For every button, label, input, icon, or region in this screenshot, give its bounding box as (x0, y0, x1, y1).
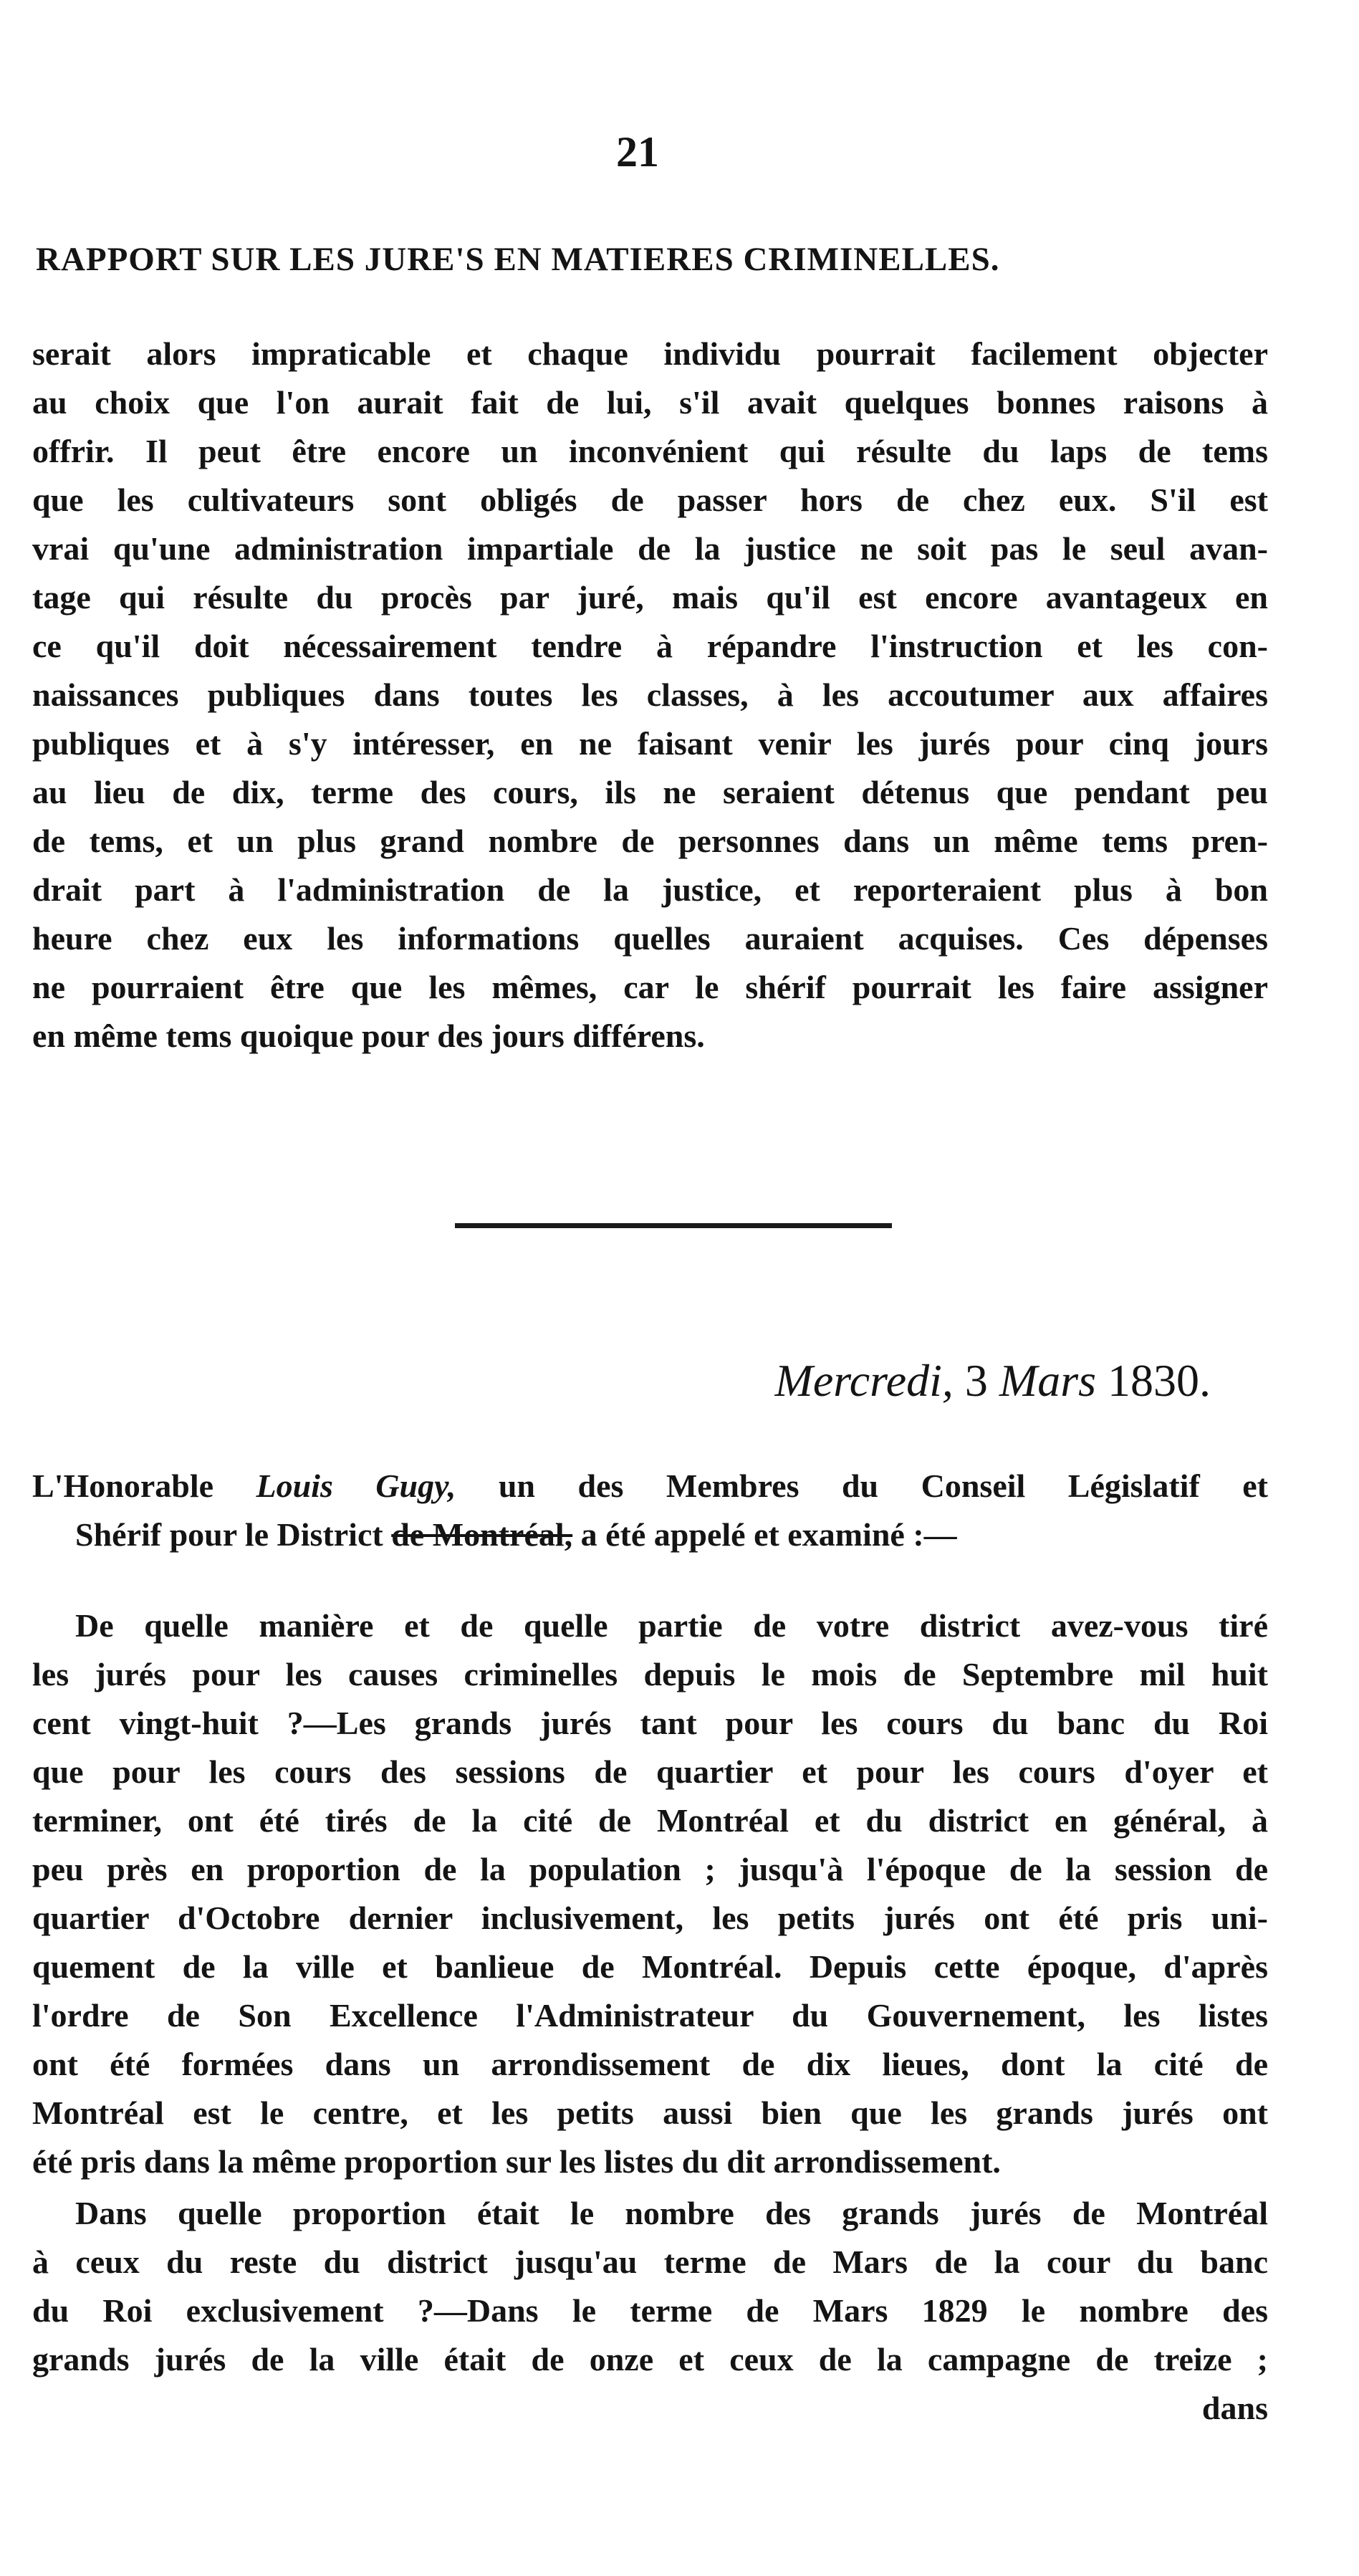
intro-prefix: L'Honorable (32, 1467, 256, 1504)
witness-name: Louis Gugy, (256, 1467, 456, 1504)
text-line: drait part à l'administration de la justice, et reporteraient plus à bon (32, 871, 1268, 908)
text-line: que les cultivateurs sont obligés de passer hors de chez eux. S'il est (32, 482, 1268, 518)
section-divider (455, 1223, 892, 1228)
text-line (32, 1462, 1268, 1510)
witness-introduction (32, 1462, 1268, 1559)
text-line: de tems, et un plus grand nombre de personnes dans un même tems pren- (32, 823, 1268, 859)
text-line: quement de la ville et banlieue de Montréal. Depuis cette époque, d'après (32, 1948, 1268, 1985)
text-line: ne pourraient être que les mêmes, car le shérif pourrait les faire assigner (32, 969, 1268, 1005)
text-line: serait alors impraticable et chaque individu pourrait facilement objecter (32, 335, 1268, 372)
text-line: peu près en proportion de la population ; jusqu'à l'époque de la session de (32, 1851, 1268, 1887)
intro-suffix: un des Membres du Conseil Législatif et (456, 1467, 1268, 1504)
text-line: heure chez eux les informations quelles auraient acquises. Ces dépenses (32, 920, 1268, 957)
session-date (0, 1354, 1211, 1407)
date-weekday: Mercredi, (774, 1355, 954, 1406)
text-line: ont été formées dans un arrondissement de dix lieues, dont la cité de (32, 2046, 1268, 2082)
text-line: Montréal est le centre, et les petits aussi bien que les grands jurés ont (32, 2094, 1268, 2131)
text-line: naissances publiques dans toutes les classes, à les accoutumer aux affaires (32, 676, 1268, 713)
intro-prefix: Shérif pour le District (75, 1516, 392, 1553)
text-line: ce qu'il doit nécessairement tendre à répandre l'instruction et les con- (32, 628, 1268, 664)
text-line: à ceux du reste du district jusqu'au terme de Mars de la cour du banc (32, 2244, 1268, 2280)
text-line: terminer, ont été tirés de la cité de Montréal et du district en général, à (32, 1802, 1268, 1839)
text-line: cent vingt-huit ?—Les grands jurés tant pour les cours du banc du Roi (32, 1705, 1268, 1741)
text-line: au choix que l'on aurait fait de lui, s'il avait quelques bonnes raisons à (32, 384, 1268, 421)
text-line: les jurés pour les causes criminelles depuis le mois de Septembre mil huit (32, 1656, 1268, 1692)
intro-suffix: a été appelé et examiné :— (572, 1516, 957, 1553)
text-line: publiques et à s'y intéresser, en ne faisant venir les jurés pour cinq jours (32, 725, 1268, 762)
date-day: 3 (964, 1355, 988, 1406)
date-month: Mars (999, 1355, 1096, 1406)
text-line: l'ordre de Son Excellence l'Administrateur du Gouvernement, les listes (32, 1997, 1268, 2034)
text-line: De quelle manière et de quelle partie de votre district avez-vous tiré (75, 1607, 1268, 1644)
paragraph-continuation (32, 330, 1268, 1060)
text-line: que pour les cours des sessions de quartier et pour les cours d'oyer et (32, 1753, 1268, 1790)
catchword: dans (1201, 2390, 1268, 2426)
running-head: RAPPORT SUR LES JURE'S EN MATIERES CRIMINELLES. (36, 241, 1000, 278)
text-line (32, 1510, 1268, 1559)
text-line: offrir. Il peut être encore un inconvénient qui résulte du laps de tems (32, 433, 1268, 469)
text-line: quartier d'Octobre dernier inclusivement, les petits jurés ont été pris uni- (32, 1900, 1268, 1936)
text-line: Dans quelle proportion était le nombre des grands jurés de Montréal (75, 2195, 1268, 2231)
text-line: au lieu de dix, terme des cours, ils ne seraient détenus que pendant peu (32, 774, 1268, 810)
question-answer-1 (32, 1601, 1268, 2186)
struck-text: de Montréal, (391, 1516, 573, 1553)
page-number: 21 (616, 128, 659, 176)
text-line: été pris dans la même proportion sur les listes du dit arrondissement. (32, 2143, 1001, 2180)
date-year: 1830. (1108, 1355, 1211, 1406)
text-line: en même tems quoique pour des jours différens. (32, 1018, 705, 1054)
text-line: vrai qu'une administration impartiale de la justice ne soit pas le seul avan- (32, 530, 1268, 567)
text-line: tage qui résulte du procès par juré, mais qu'il est encore avantageux en (32, 579, 1268, 616)
text-line: grands jurés de la ville était de onze et ceux de la campagne de treize ; (32, 2341, 1268, 2378)
text-line: du Roi exclusivement ?—Dans le terme de Mars 1829 le nombre des (32, 2292, 1268, 2329)
question-answer-2 (32, 2189, 1268, 2433)
